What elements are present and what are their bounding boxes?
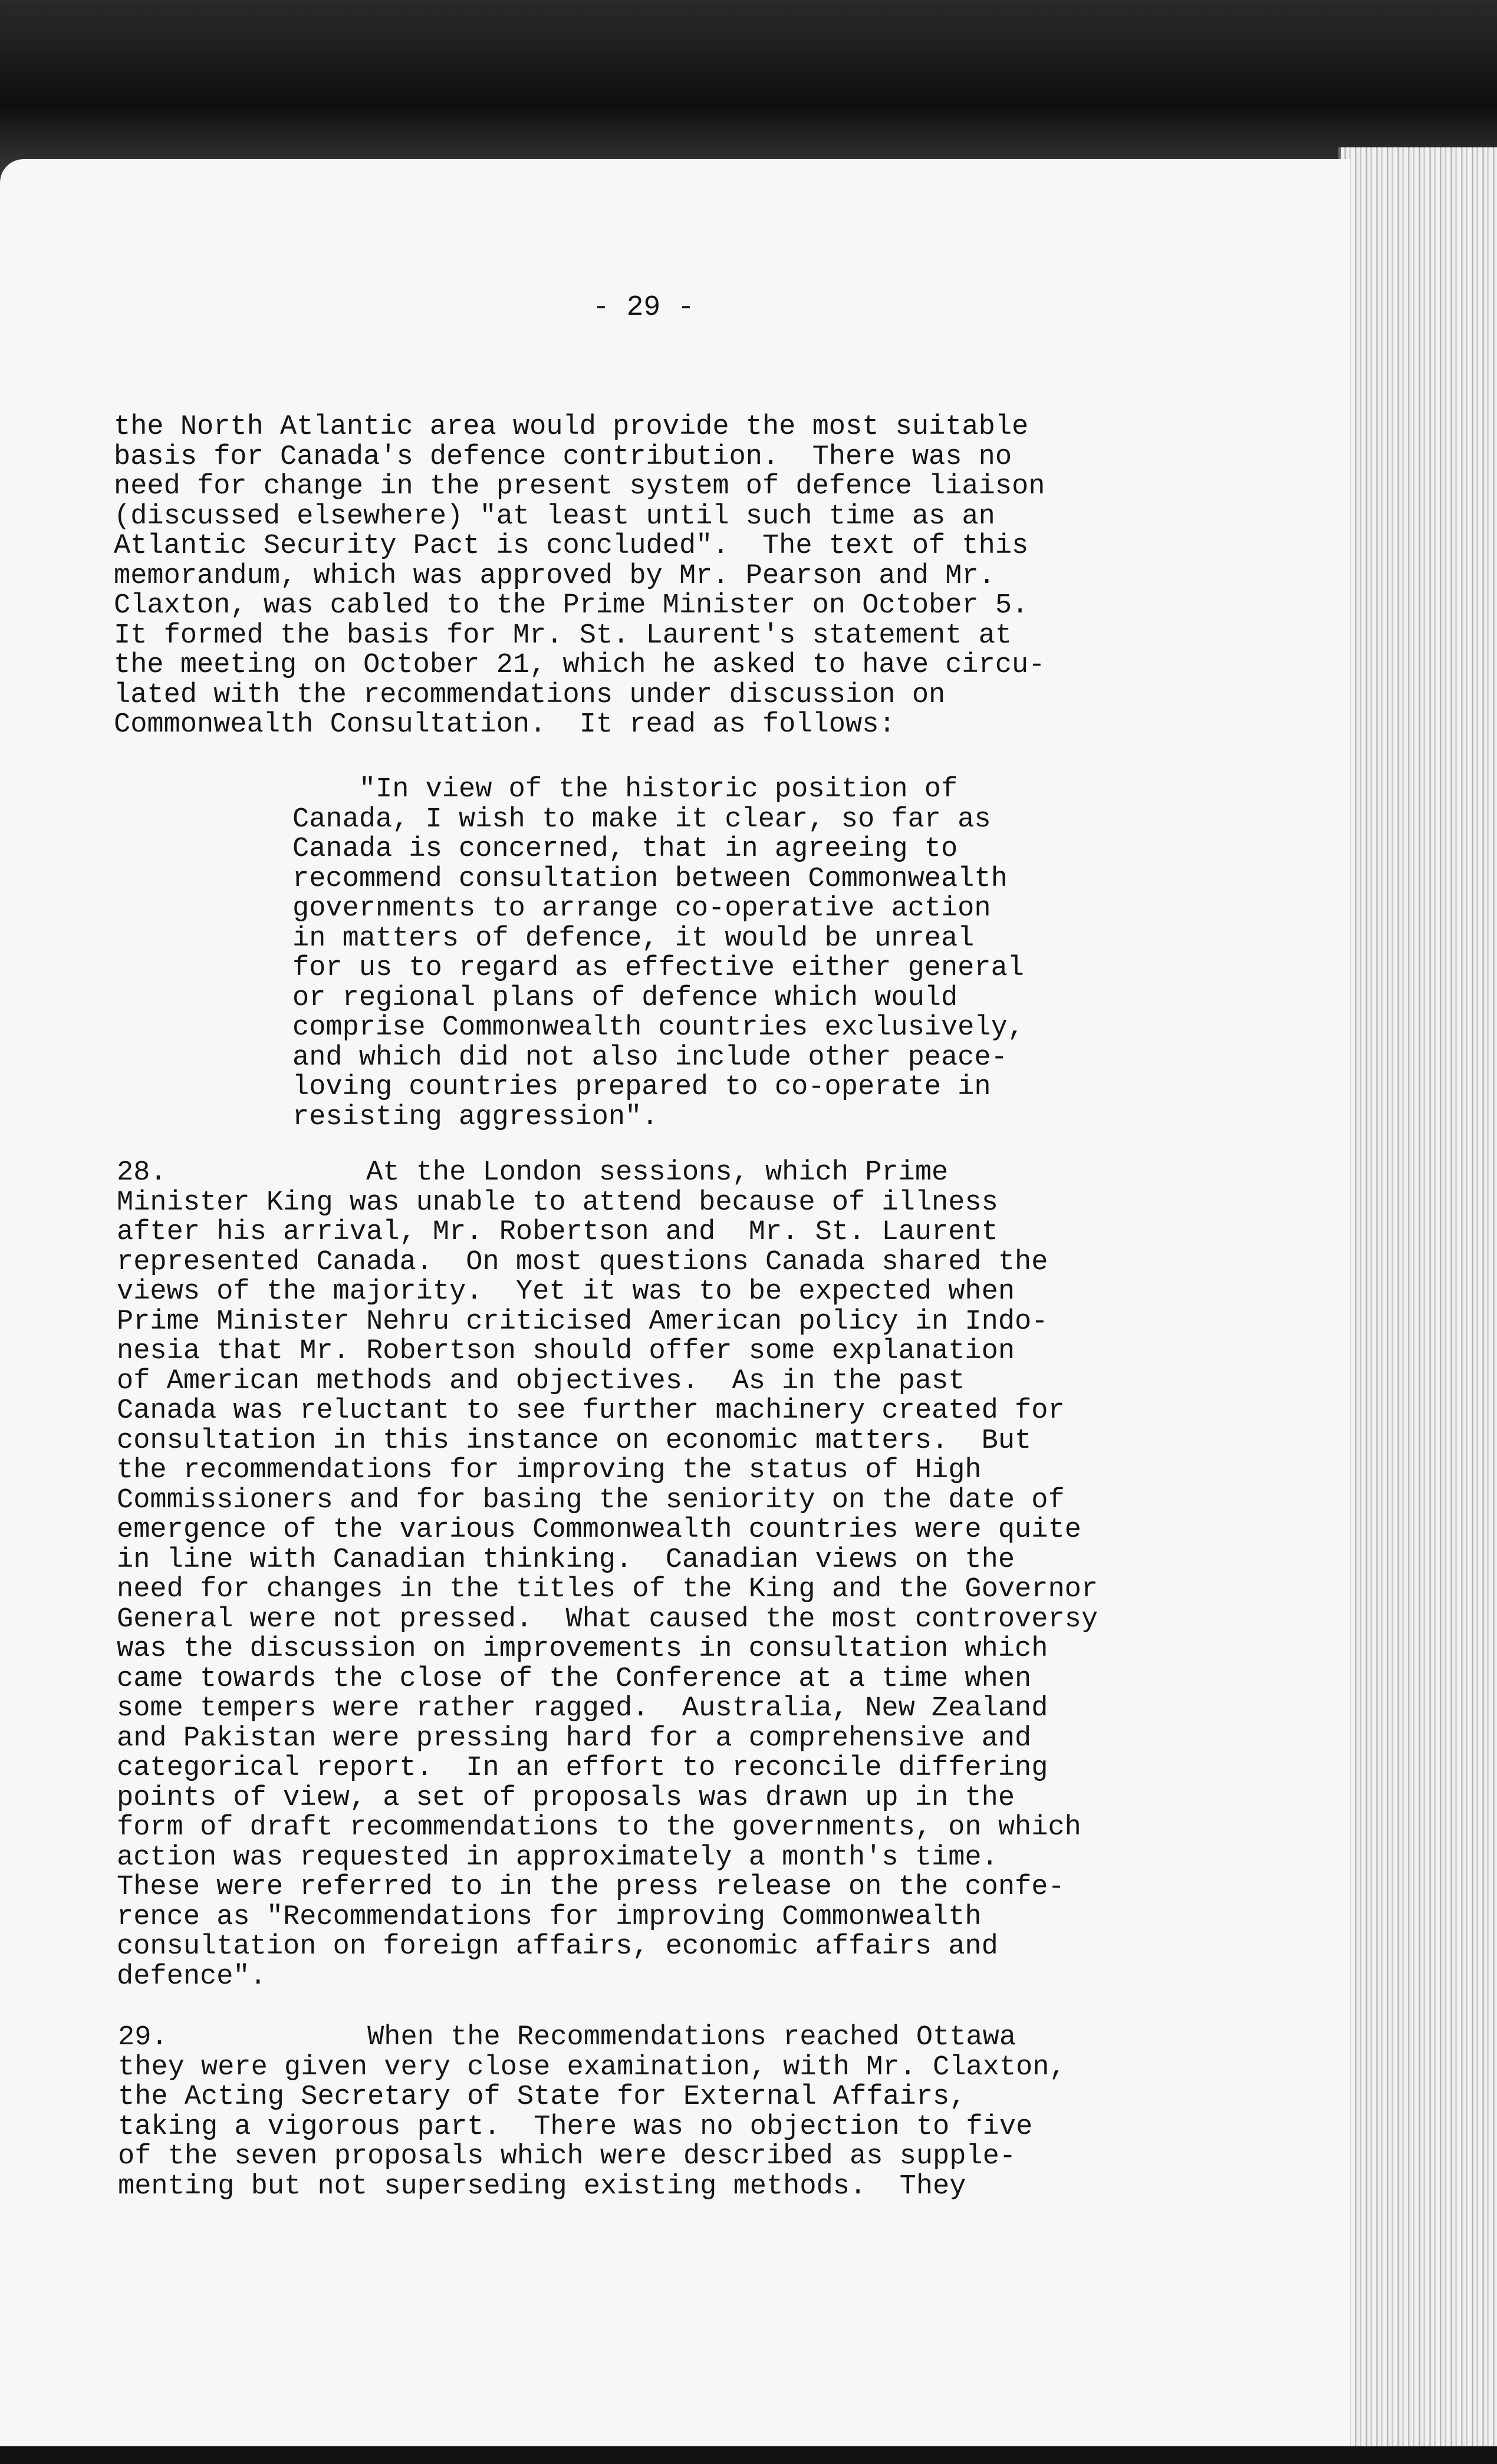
- text-line: views of the majority. Yet it was to be expected when: [117, 1276, 1015, 1307]
- text-line: governments to arrange co-operative action: [292, 893, 991, 924]
- text-line: Canada is concerned, that in agreeing to: [292, 834, 958, 865]
- text-line: for us to regard as effective either general: [292, 953, 1025, 984]
- paragraph-intro: [114, 413, 1045, 740]
- scan-bottom-border: [0, 2446, 1497, 2464]
- text-line: came towards the close of the Conference at a time when: [117, 1663, 1032, 1695]
- text-line: rence as "Recommendations for improving Commonwealth: [117, 1901, 982, 1933]
- text-line: in matters of defence, it would be unreal: [292, 923, 975, 954]
- page-number: - 29 -: [593, 292, 695, 324]
- text-line: of American methods and objectives. As in the past: [117, 1365, 965, 1397]
- scan-top-border: [0, 0, 1497, 177]
- text-line: 29. When the Recommendations reached Ottawa: [118, 2022, 1016, 2053]
- text-line: the Acting Secretary of State for External Affairs,: [118, 2081, 966, 2113]
- text-line: basis for Canada's defence contribution. There was no: [114, 441, 1012, 473]
- text-line: the North Atlantic area would provide the most suitable: [114, 411, 1029, 443]
- text-line: in line with Canadian thinking. Canadian views on the: [117, 1544, 1015, 1576]
- text-line: emergence of the various Commonwealth countries were quite: [117, 1514, 1081, 1546]
- text-line: General were not pressed. What caused the most controversy: [117, 1603, 1098, 1635]
- text-line: represented Canada. On most questions Canada shared the: [117, 1246, 1048, 1278]
- text-line: was the discussion on improvements in consultation which: [117, 1633, 1048, 1665]
- text-line: menting but not superseding existing methods. They: [118, 2170, 966, 2202]
- text-line: Commissioners and for basing the seniority on the date of: [117, 1484, 1065, 1516]
- text-line: taking a vigorous part. There was no objection to five: [118, 2111, 1033, 2143]
- text-line: the meeting on October 21, which he asked to have circu-: [114, 650, 1045, 681]
- text-line: lated with the recommendations under discussion on: [114, 679, 946, 711]
- book-page-edges: [1338, 147, 1497, 2446]
- text-line: nesia that Mr. Robertson should offer some explanation: [117, 1336, 1015, 1367]
- quotation-block: [292, 775, 1024, 1132]
- text-line: Canada, I wish to make it clear, so far as: [292, 803, 991, 835]
- text-line: resisting aggression".: [292, 1101, 659, 1133]
- text-line: comprise Commonwealth countries exclusively,: [292, 1012, 1025, 1043]
- text-line: It formed the basis for Mr. St. Laurent's statement at: [114, 620, 1012, 651]
- text-line: Atlantic Security Pact is concluded". The text of this: [114, 531, 1029, 562]
- text-line: categorical report. In an effort to reconcile differing: [117, 1753, 1048, 1784]
- paragraph-28: [117, 1158, 1098, 1992]
- text-line: memorandum, which was approved by Mr. Pearson and Mr.: [114, 560, 995, 592]
- text-line: "In view of the historic position of: [292, 774, 958, 805]
- text-line: of the seven proposals which were described as supple-: [118, 2141, 1016, 2172]
- text-line: recommend consultation between Commonwealth: [292, 863, 1008, 895]
- text-line: (discussed elsewhere) "at least until such time as an: [114, 500, 995, 532]
- text-line: and which did not also include other peace-: [292, 1042, 1008, 1073]
- text-line: 28. At the London sessions, which Prime: [117, 1157, 949, 1188]
- text-line: These were referred to in the press release on the confe-: [117, 1872, 1065, 1903]
- text-line: points of view, a set of proposals was drawn up in the: [117, 1782, 1015, 1814]
- text-line: Canada was reluctant to see further machinery created for: [117, 1395, 1065, 1427]
- text-line: after his arrival, Mr. Robertson and Mr. St. Laurent: [117, 1217, 998, 1248]
- text-line: consultation on foreign affairs, economic affairs and: [117, 1931, 998, 1962]
- text-line: loving countries prepared to co-operate in: [292, 1072, 991, 1103]
- text-line: action was requested in approximately a month's time.: [117, 1842, 998, 1873]
- text-line: Claxton, was cabled to the Prime Minister on October 5.: [114, 590, 1029, 621]
- text-line: Prime Minister Nehru criticised American policy in Indo-: [117, 1306, 1048, 1338]
- text-line: need for changes in the titles of the King and the Governor: [117, 1574, 1098, 1605]
- text-line: need for change in the present system of defence liaison: [114, 471, 1045, 502]
- text-line: form of draft recommendations to the governments, on which: [117, 1812, 1081, 1843]
- text-line: or regional plans of defence which would: [292, 982, 958, 1014]
- text-line: consultation in this instance on economic matters. But: [117, 1425, 1032, 1457]
- text-line: they were given very close examination, with Mr. Claxton,: [118, 2051, 1066, 2083]
- paragraph-29: [118, 2023, 1066, 2202]
- text-line: the recommendations for improving the status of High: [117, 1455, 982, 1486]
- text-line: Commonwealth Consultation. It read as follows:: [114, 709, 896, 740]
- text-line: Minister King was unable to attend because of illness: [117, 1187, 998, 1218]
- text-line: defence".: [117, 1961, 267, 1992]
- text-line: some tempers were rather ragged. Australia, New Zealand: [117, 1693, 1048, 1724]
- text-line: and Pakistan were pressing hard for a comprehensive and: [117, 1722, 1032, 1754]
